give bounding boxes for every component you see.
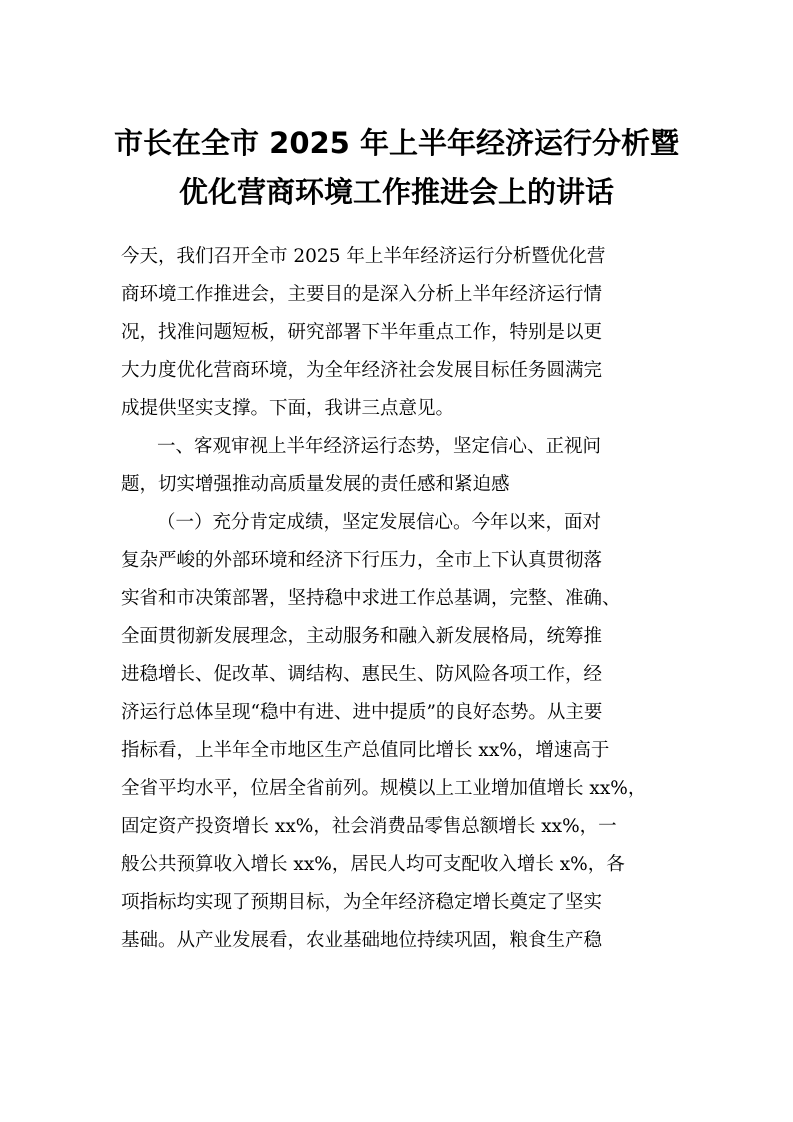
body-line-4: 大力度优化营商环境，为全年经济社会发展目标任务圆满完 (121, 360, 603, 381)
body-line-16: 固定资产投资增长 xx%，社会消费品零售总额增长 xx%，一 (121, 816, 617, 837)
body-line-11: 全面贯彻新发展理念，主动服务和融入新发展格局，统筹推 (121, 626, 603, 647)
body-line-14: 指标看，上半年全市地区生产总值同比增长 xx%，增速高于 (121, 740, 610, 761)
body-line-5: 成提供坚实支撑。下面，我讲三点意见。 (121, 398, 455, 419)
section-heading-line-2: 题，切实增强推动高质量发展的责任感和紧迫感 (121, 474, 510, 495)
title-line-1: 市长在全市 2025 年上半年经济运行分析暨 (114, 126, 679, 160)
body-line-12: 进稳增长、促改革、调结构、惠民生、防风险各项工作，经 (121, 664, 603, 685)
body-line-2: 商环境工作推进会，主要目的是深入分析上半年经济运行情 (121, 284, 603, 305)
section-heading-line-1: 一、客观审视上半年经济运行态势，坚定信心、正视问 (157, 436, 602, 457)
title-line-2: 优化营商环境工作推进会上的讲话 (178, 175, 614, 209)
body-line-17: 般公共预算收入增长 xx%，居民人均可支配收入增长 x%，各 (121, 854, 625, 875)
body-line-8: （一）充分肯定成绩，坚定发展信心。今年以来，面对 (157, 512, 602, 533)
body-line-13: 济运行总体呈现“稳中有进、进中提质”的良好态势。从主要 (121, 702, 603, 723)
body-line-18: 项指标均实现了预期目标，为全年经济稳定增长奠定了坚实 (121, 892, 603, 913)
body-line-9: 复杂严峻的外部环境和经济下行压力，全市上下认真贯彻落 (121, 550, 603, 571)
body-line-1: 今天，我们召开全市 2025 年上半年经济运行分析暨优化营 (121, 246, 606, 267)
body-line-3: 况，找准问题短板，研究部署下半年重点工作，特别是以更 (121, 322, 603, 343)
body-line-15: 全省平均水平，位居全省前列。规模以上工业增加值增长 xx%， (121, 778, 647, 799)
body-line-19: 基础。从产业发展看，农业基础地位持续巩固，粮食生产稳 (121, 930, 603, 951)
body-line-10: 实省和市决策部署，坚持稳中求进工作总基调，完整、准确、 (121, 588, 621, 609)
